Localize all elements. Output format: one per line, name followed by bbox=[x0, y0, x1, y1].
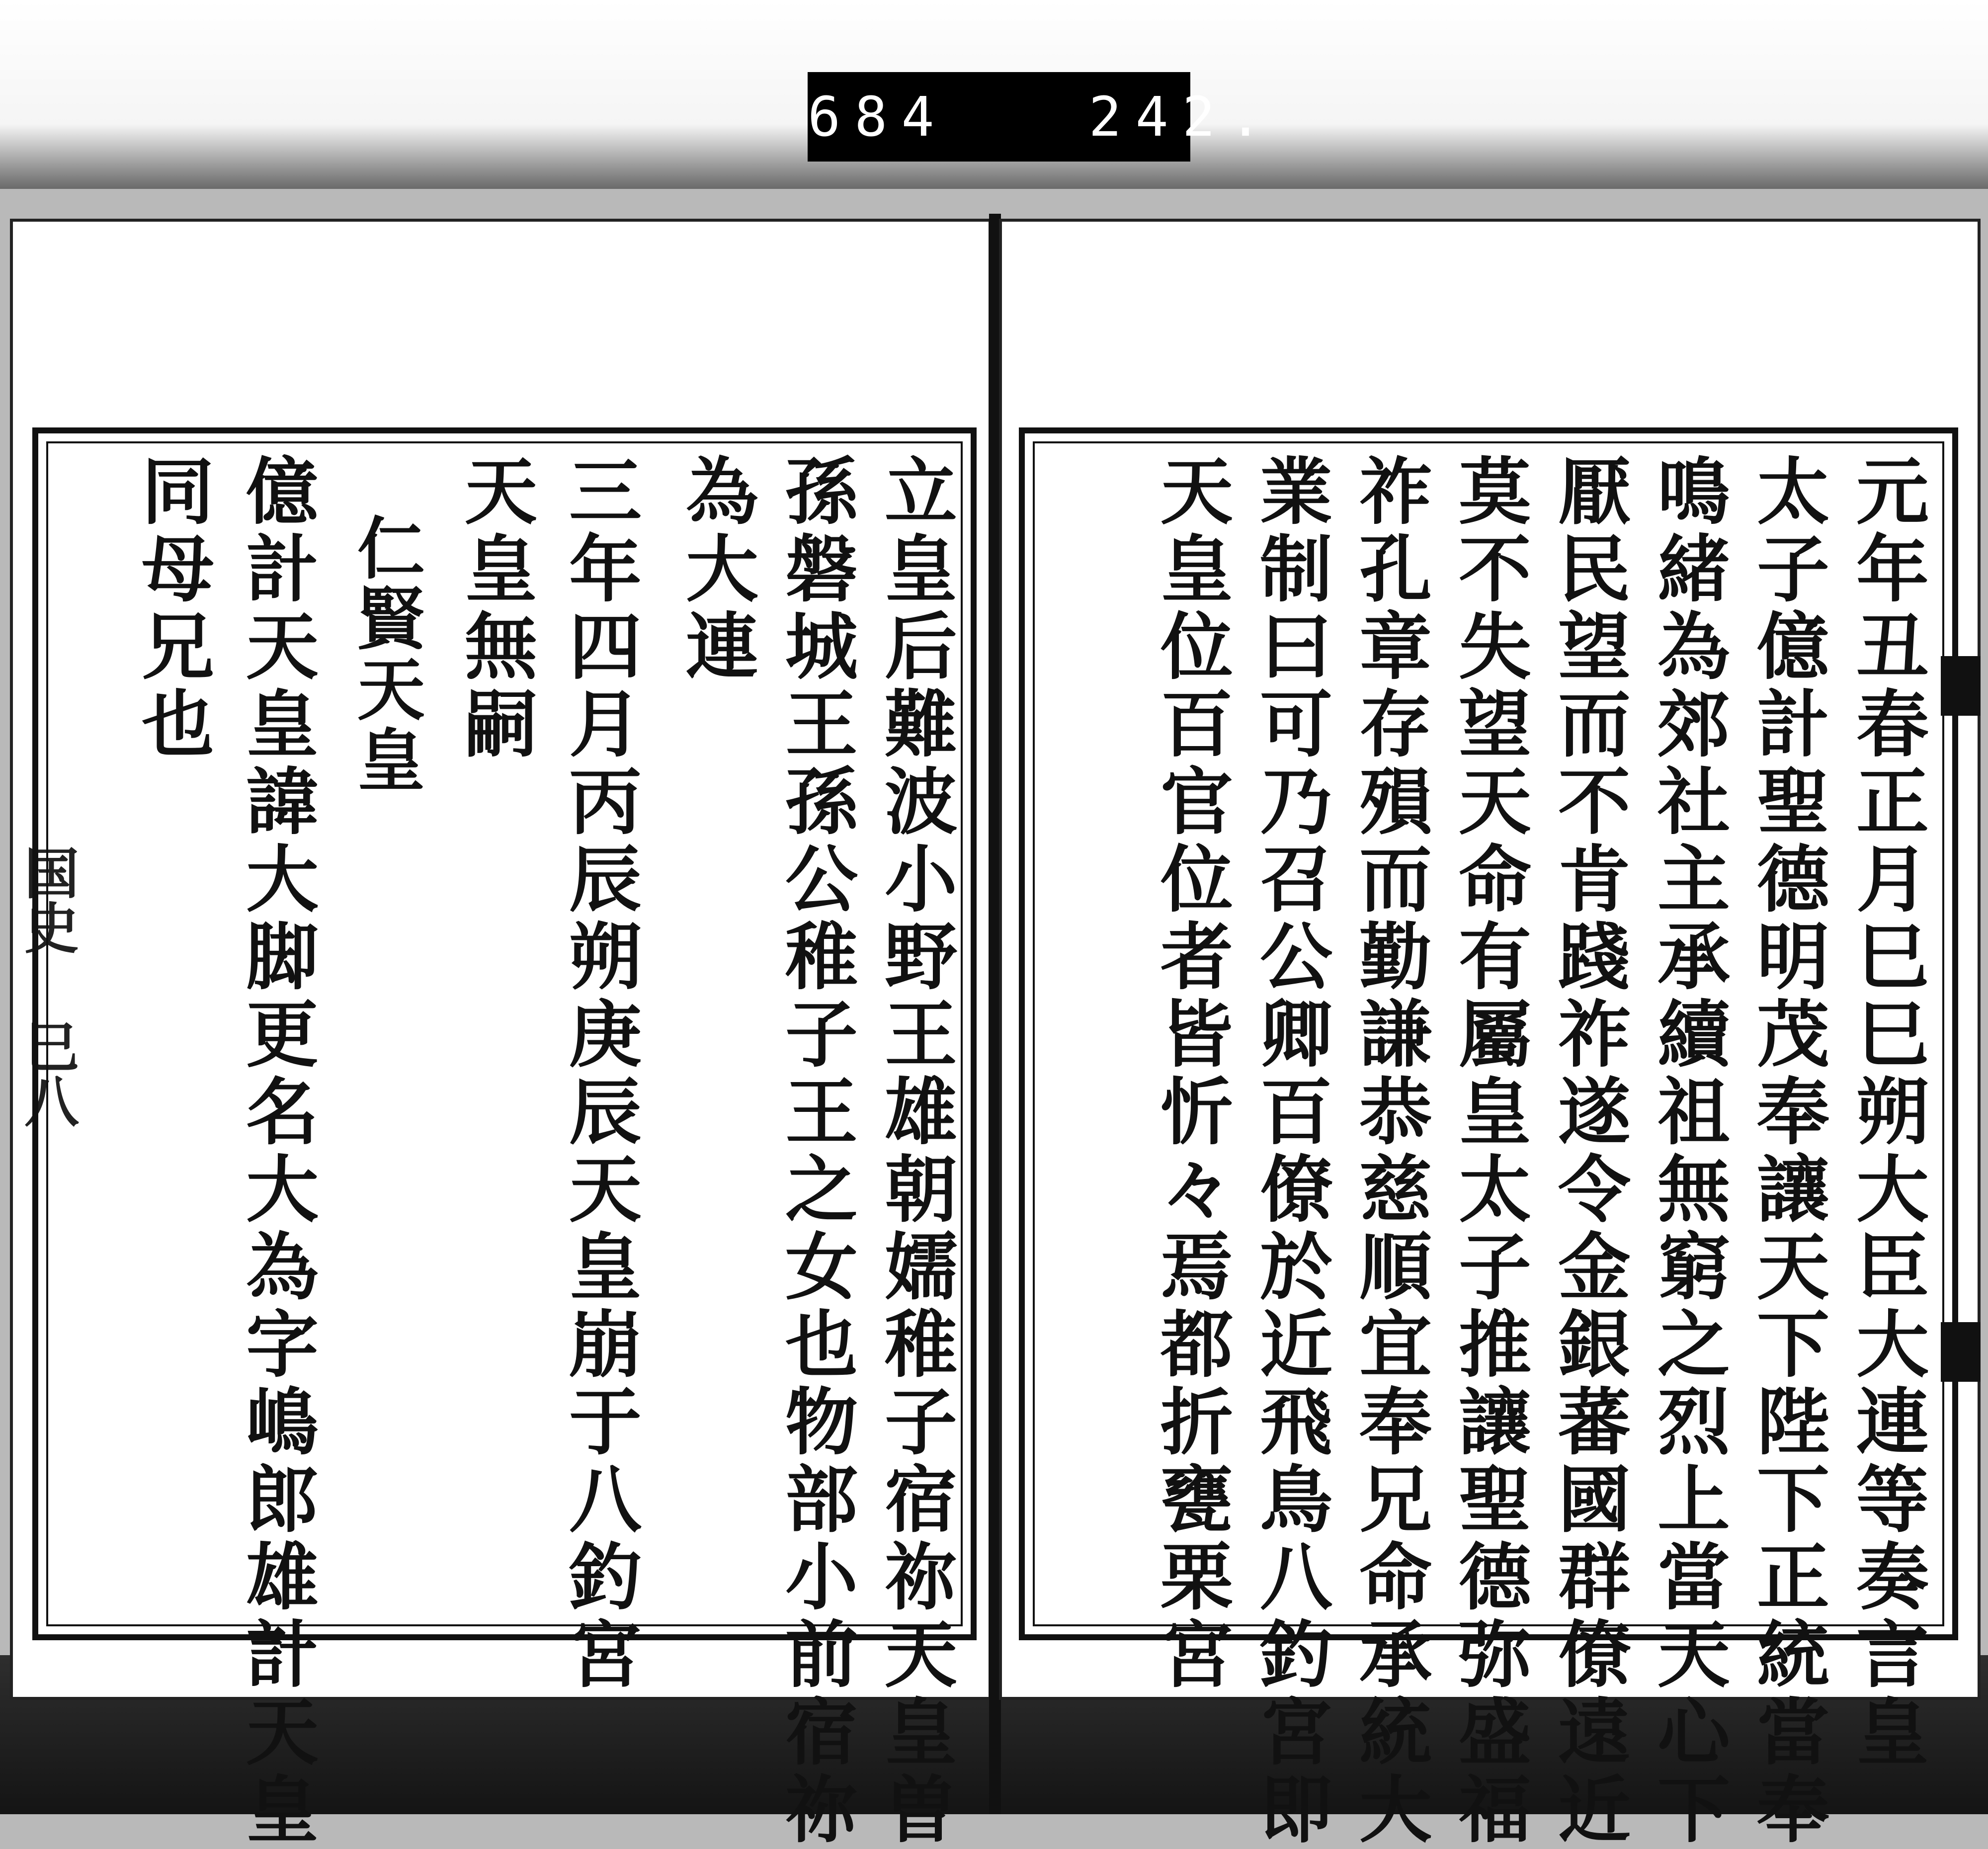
left-column-3: 為大連 bbox=[673, 453, 758, 686]
right-column-1: 元年丑春正月巳巳朔大臣大連等奏言皇 bbox=[1844, 453, 1929, 1771]
left-page bbox=[10, 219, 992, 1849]
right-column-5: 莫不失望天命有屬皇太子推讓聖德弥盛福 bbox=[1446, 453, 1531, 1849]
left-column-2: 孫磐城王孫公稚子王之女也物部小前宿祢 bbox=[773, 453, 858, 1849]
right-column-3: 鳴緒為郊社主承續祖無窮之烈上當天心下 bbox=[1645, 453, 1730, 1849]
left-column-8: 同母兄也 bbox=[129, 453, 214, 763]
right-page bbox=[999, 219, 1981, 1849]
right-column-6: 祚孔章存殞而勤謙恭慈順宜奉兄命承統大 bbox=[1347, 453, 1432, 1849]
left-page-text-frame bbox=[32, 427, 977, 1849]
left-column-5: 天皇無嗣 bbox=[452, 453, 537, 763]
frame-number-label: 684 242. bbox=[808, 72, 1190, 162]
left-column-7: 億計天皇諱大脚更名大為字嶋郎雄計天皇 bbox=[234, 453, 319, 1849]
right-column-8: 天皇位百官位者皆忻々焉都折甕栗宮 bbox=[1148, 453, 1233, 1694]
right-column-4: 厭民望而不肯踐祚遂令金銀蕃國群僚遠近 bbox=[1546, 453, 1631, 1849]
right-column-2: 太子億計聖德明茂奉讓天下陛下正統當奉 bbox=[1744, 453, 1829, 1849]
left-column-6-chapter-heading: 仁賢天皇 bbox=[345, 513, 425, 795]
right-column-7: 業制曰可乃召公卿百僚於近飛鳥八釣宮即 bbox=[1247, 453, 1332, 1849]
left-column-1: 立皇后難波小野王雄朝嬬稚子宿祢天皇曽 bbox=[872, 453, 957, 1849]
left-column-4: 三年四月丙辰朔庚辰天皇崩于八釣宮 bbox=[557, 453, 642, 1694]
right-page-text-frame bbox=[1019, 427, 1958, 1849]
left-margin-note: 国史 巳八 bbox=[15, 845, 80, 1128]
